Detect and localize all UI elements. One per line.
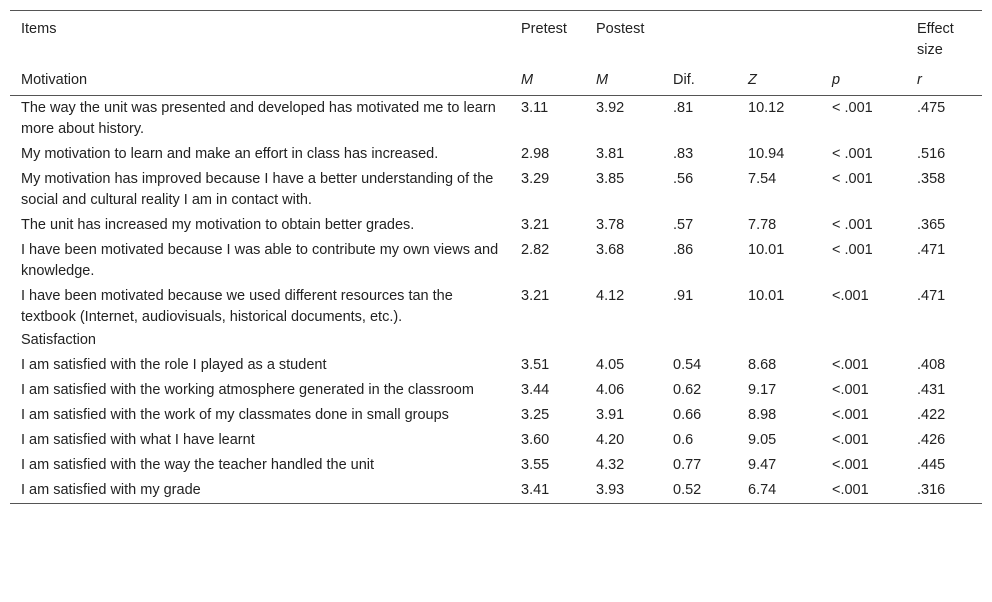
difference: .83 (673, 146, 694, 162)
table-row (10, 213, 982, 238)
header-motivation: Motivation (21, 72, 88, 88)
z-value: 10.12 (748, 100, 785, 116)
p-value: < .001 (832, 217, 873, 233)
p-value: <.001 (832, 382, 869, 398)
pretest-mean: 3.41 (510, 478, 585, 504)
z-value: 7.78 (748, 217, 777, 233)
z-value: 9.05 (748, 432, 777, 448)
effect-size: .471 (917, 242, 946, 258)
p-value: <.001 (832, 432, 869, 448)
item-text: The unit has increased my motivation to obtain better grades. (21, 217, 415, 233)
empty-cell (662, 330, 737, 353)
item-text: I am satisfied with the work of my classmates done in small groups (21, 407, 449, 423)
table-row (10, 478, 982, 504)
empty-cell (737, 330, 821, 353)
pretest-mean: 3.55 (521, 457, 550, 473)
z-value: 8.68 (748, 357, 777, 373)
effect-size: .422 (917, 407, 946, 423)
table-row (10, 353, 982, 378)
table-row (10, 453, 982, 478)
z-value: 10.01 (748, 242, 785, 258)
header-postest: Postest (596, 21, 645, 37)
postest-mean: 3.91 (596, 407, 625, 423)
postest-mean: 3.68 (596, 242, 625, 258)
difference: 0.77 (673, 457, 702, 473)
postest-mean: 3.81 (596, 146, 625, 162)
item-text: I am satisfied with my grade (10, 478, 510, 504)
postest-mean: 3.93 (585, 478, 662, 504)
p-value: < .001 (832, 146, 873, 162)
item-text: The way the unit was presented and developed has motivated me to learn more about history. (21, 100, 496, 137)
difference: .57 (673, 217, 694, 233)
difference: 0.6 (673, 432, 694, 448)
table-body (10, 96, 982, 504)
header-empty (737, 11, 821, 66)
header-r: r (917, 72, 922, 88)
difference: 0.52 (662, 478, 737, 504)
header-row-1 (10, 11, 982, 66)
header-effect-size: Effect size (917, 21, 954, 58)
header-empty (662, 11, 737, 66)
postest-mean: 3.78 (596, 217, 625, 233)
header-empty (821, 11, 906, 66)
header-z: Z (748, 72, 757, 88)
z-value: 8.98 (748, 407, 777, 423)
z-value: 10.01 (748, 288, 785, 304)
table-row (10, 96, 982, 143)
pretest-mean: 3.44 (521, 382, 550, 398)
p-value: < .001 (832, 242, 873, 258)
table-header (10, 11, 982, 96)
difference: 0.62 (673, 382, 702, 398)
p-value: <.001 (832, 457, 869, 473)
item-text: I am satisfied with the working atmosphere generated in the classroom (21, 382, 474, 398)
header-postest-mean: M (596, 72, 609, 88)
header-pretest-mean: M (521, 72, 534, 88)
pretest-mean: 3.11 (521, 100, 549, 116)
postest-mean: 4.32 (596, 457, 625, 473)
effect-size: .445 (917, 457, 946, 473)
table-row (10, 284, 982, 330)
p-value: < .001 (832, 100, 873, 116)
postest-mean: 3.85 (596, 171, 625, 187)
pretest-mean: 2.98 (521, 146, 550, 162)
difference: .56 (673, 171, 694, 187)
header-difference: Dif. (673, 72, 695, 88)
difference: .81 (673, 100, 694, 116)
difference: .86 (673, 242, 694, 258)
effect-size: .365 (917, 217, 946, 233)
header-pretest: Pretest (521, 21, 567, 37)
item-text: My motivation to learn and make an effort in class has increased. (21, 146, 439, 162)
postest-mean: 4.12 (596, 288, 625, 304)
effect-size: .516 (917, 146, 946, 162)
postest-mean: 4.20 (596, 432, 625, 448)
section-label-satisfaction: Satisfaction (21, 332, 96, 348)
results-table (10, 10, 982, 504)
pretest-mean: 3.25 (521, 407, 550, 423)
effect-size: .358 (917, 171, 946, 187)
header-items: Items (21, 21, 57, 37)
item-text: I have been motivated because I was able to contribute my own views and knowledge. (21, 242, 499, 279)
effect-size: .316 (906, 478, 982, 504)
pretest-mean: 2.82 (521, 242, 550, 258)
difference: .91 (673, 288, 694, 304)
item-text: I have been motivated because we used different resources tan the textbook (Internet, audiovisuals, historical documents, etc.). (21, 288, 453, 325)
p-value: < .001 (832, 171, 873, 187)
item-text: I am satisfied with what I have learnt (21, 432, 255, 448)
z-value: 9.17 (748, 382, 777, 398)
p-value: <.001 (832, 288, 869, 304)
effect-size: .475 (917, 100, 946, 116)
results-table-container (10, 10, 982, 504)
effect-size: .426 (917, 432, 946, 448)
p-value: <.001 (821, 478, 906, 504)
p-value: <.001 (832, 357, 869, 373)
z-value: 10.94 (748, 146, 785, 162)
empty-cell (906, 330, 982, 353)
empty-cell (821, 330, 906, 353)
z-value: 7.54 (748, 171, 777, 187)
difference: 0.66 (673, 407, 702, 423)
effect-size: .408 (917, 357, 946, 373)
header-p: p (832, 72, 841, 88)
pretest-mean: 3.60 (521, 432, 550, 448)
section-row-satisfaction (10, 330, 982, 353)
pretest-mean: 3.51 (521, 357, 550, 373)
pretest-mean: 3.21 (521, 288, 550, 304)
header-row-2 (10, 65, 982, 96)
empty-cell (585, 330, 662, 353)
pretest-mean: 3.21 (521, 217, 550, 233)
postest-mean: 3.92 (596, 100, 625, 116)
difference: 0.54 (673, 357, 702, 373)
postest-mean: 4.05 (596, 357, 625, 373)
item-text: I am satisfied with the way the teacher handled the unit (21, 457, 375, 473)
z-value: 9.47 (748, 457, 777, 473)
z-value: 6.74 (737, 478, 821, 504)
pretest-mean: 3.29 (521, 171, 550, 187)
effect-size: .431 (917, 382, 946, 398)
table-row (10, 238, 982, 284)
table-row (10, 167, 982, 213)
effect-size: .471 (917, 288, 946, 304)
table-row (10, 403, 982, 428)
table-row (10, 428, 982, 453)
table-row (10, 378, 982, 403)
item-text: My motivation has improved because I have a better understanding of the social and cultural reality I am in contact with. (21, 171, 494, 208)
empty-cell (510, 330, 585, 353)
postest-mean: 4.06 (596, 382, 625, 398)
table-row (10, 142, 982, 167)
item-text: I am satisfied with the role I played as a student (21, 357, 327, 373)
p-value: <.001 (832, 407, 869, 423)
